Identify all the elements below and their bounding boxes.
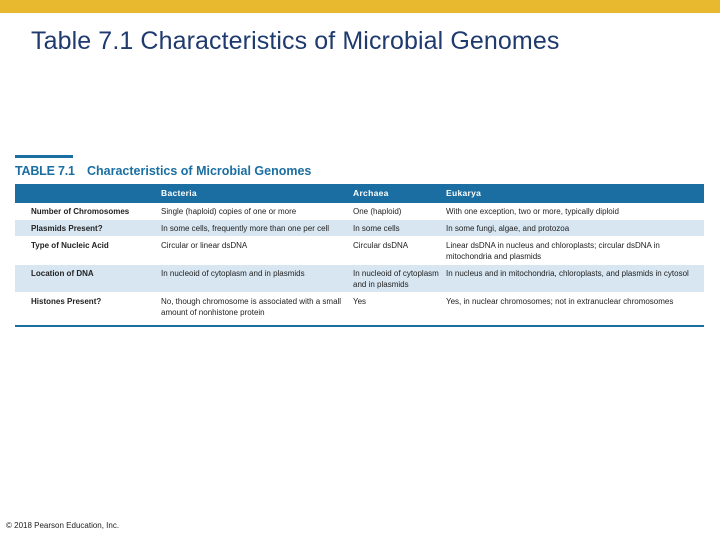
cell-eukarya: Linear dsDNA in nucleus and chloroplasts; circular dsDNA in mitochondria and plasmids [446,237,704,265]
genome-characteristics-table [15,184,704,321]
table-row [15,265,704,293]
column-header-eukarya: Eukarya [446,188,482,198]
table-row [15,203,704,220]
row-label: Type of Nucleic Acid [15,237,161,265]
row-label: Plasmids Present? [15,220,161,237]
table-heading [15,158,704,184]
cell-eukarya: In nucleus and in mitochondria, chloroplasts, and plasmids in cytosol [446,265,704,293]
cell-bacteria: In nucleoid of cytoplasm and in plasmids [161,265,353,293]
row-label: Location of DNA [15,265,161,293]
slide-title: Table 7.1 Characteristics of Microbial Genomes [31,27,560,55]
row-label: Number of Chromosomes [15,203,161,220]
cell-bacteria: In some cells, frequently more than one per cell [161,220,353,237]
cell-archaea: Circular dsDNA [353,237,446,265]
cell-eukarya: In some fungi, algae, and protozoa [446,220,704,237]
table-header-row [15,184,704,203]
cell-archaea: In some cells [353,220,446,237]
cell-bacteria: No, though chromosome is associated with a small amount of nonhistone protein [161,293,353,321]
cell-bacteria: Single (haploid) copies of one or more [161,203,353,220]
row-label: Histones Present? [15,293,161,321]
table-name: Characteristics of Microbial Genomes [87,164,312,178]
cell-archaea: Yes [353,293,446,321]
table-number: TABLE 7.1 [15,164,75,178]
cell-eukarya: Yes, in nuclear chromosomes; not in extranuclear chromosomes [446,293,704,321]
cell-archaea: In nucleoid of cytoplasm and in plasmids [353,265,446,293]
table-bottom-rule [15,325,704,327]
column-header-bacteria: Bacteria [161,188,197,198]
table-row [15,293,704,321]
table-row [15,220,704,237]
copyright-notice: © 2018 Pearson Education, Inc. [6,521,120,530]
column-header-empty [15,184,161,203]
column-header-archaea: Archaea [353,188,389,198]
table-row [15,237,704,265]
cell-bacteria: Circular or linear dsDNA [161,237,353,265]
top-accent-bar [0,0,720,13]
cell-archaea: One (haploid) [353,203,446,220]
table-figure [15,155,704,327]
cell-eukarya: With one exception, two or more, typically diploid [446,203,704,220]
